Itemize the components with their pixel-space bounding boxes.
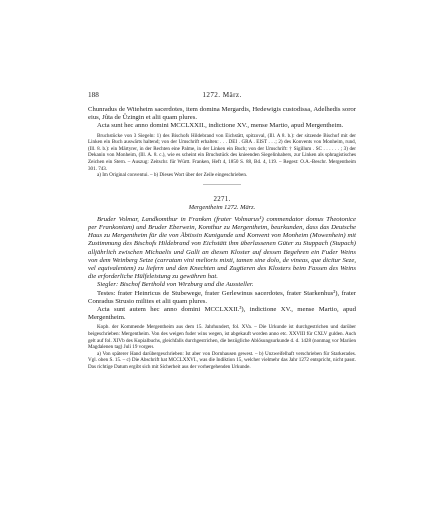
doc2-footnotes: a) Von späterer Hand darübergeschrieben: Ist aber von Dornhausen gewest. – b) Unzweifelhaft verschrieben für Starkerades. Vgl. oben S. 15. – c) Die Abschrift hat MCCLXXVI., was die Indiktion 15, welcher vielmehr das Jahr 1272 entspricht, nicht passt. Das richtige Datum ergibt sich mit Sicherheit aus der vorhergehenden Urkunde. <box>88 350 356 370</box>
doc2-place-date: Mergentheim 1272. März. <box>188 203 256 211</box>
running-header <box>88 91 356 101</box>
doc2-number: 2271. <box>213 195 231 203</box>
doc2-acta-line: Acta sunt autem hec anno domini MCCLXXII.³), indictione XV., mense Martio, apud Mergentheim. <box>88 306 356 322</box>
doc2-siegler: Siegler: Bischof Berthold von Wirzburg und die Aussteller. <box>97 281 254 289</box>
doc1-footnotes: a) Im Original conventui. – b) Dieses Wort über der Zeile eingeschrieben. <box>97 172 248 179</box>
doc2-testes: Testes: frater Heinricus de Stubewege, frater Gerlewinus sacerdotes, frater Starkenhus²), frater Conradus Strusio milites et alii quam plures. <box>88 289 356 305</box>
doc1-continuation-text: Chunradus de Witeheim sacerdotes, item domina Mergardis, Hedewigis custodissa, Adelhedis soror eius, Jûta de Ûzingin et alii quam plures. <box>88 106 356 122</box>
doc2-summary: Bruder Volmar, Landkomthur in Franken (frater Volmarus¹) commendator domus Theotonice per Frankoniam) und Bruder Eberwein, Komthur zu Mergentheim, beurkunden, dass das Deutsche Haus zu Mergentheim für die von Äbtissin Kunigunde und Konvent von Monheim (Mowenhein) mit Zustimmung des Bischofs Hildebrand von Eichstätt ihm überlassenen Güter zu Stuppach (Stupach) alljährlich zwischen Michaelis und Galli an diesen Kloster auf dessen Begehren ein Fuder Weins von dem Weinberg Setze (carratam vini melioris mixti, tamen sine dolo, de vineas, que dicitur Seze, vel equivalentem) zu liefern und den Knechten und Zugtieren des Klosters beim Fassen des Weins die erforderliche Hülfeleistung zu gewähren hat. <box>88 215 356 281</box>
doc1-seal-note: Bruchstücke von 3 Siegeln: 1) des Bischofs Hildebrand von Eichstätt, spitzoval, (Ill. A 8. b.): der sitzende Bischof mit der Linken ein Buch auswärts haltend; von der Umschrift erhalten: . . . DEI . GRA . EIST . . .; 2) des Konvents von Monheim, rund, (Ill. 8. b.): ein Märtyrer, in der Rechten eine Palme, in der Linken ein Buch; von der Umschrift: † Sigillum . SC . . . . . . ; 3) der Dekanin von Monheim, (Ill. A. 8. c.), wie es scheint ein Bruchstück des knieenden Siegelinhabers, zur Linken als sphragistisches Zeichen ein Stern. – Auszug: Zeitschr. für Württ. Franken, Heft 4, 1850 S. 88, Bd. 4, 119. – Regest: O.A.-Beschr. Mergentheim 301. 743. <box>88 132 356 172</box>
doc2-source-note: Kopb. der Kommende Mergentheim aus dem 15. Jahrhundert, fol. XVa. – Die Urkunde ist durchgestrichen und darüber beigeschrieben: Mergentheim. Von des weigen fuder wins wegen, ist abgekauft worden anno etc. XXVIII für CXLV gulden. Auch gelt auf fol. XIVb des Kopialbuchs, gleichfalls durchgestrichen, die bezügliche Ablösungsurkunde d. d. 1428 (nonmag vor Mariien Magdalenen tag) Juli 19 vorgeн. <box>88 324 356 351</box>
page-number: 188 <box>88 91 99 99</box>
header-year-month: 1272. März. <box>202 91 242 99</box>
doc1-acta-line: Acta sunt hec anno domini MCCLXXII., indictione XV., mense Martio, apud Mergentheim. <box>97 122 344 130</box>
section-divider <box>203 184 241 185</box>
document-body <box>88 106 356 371</box>
